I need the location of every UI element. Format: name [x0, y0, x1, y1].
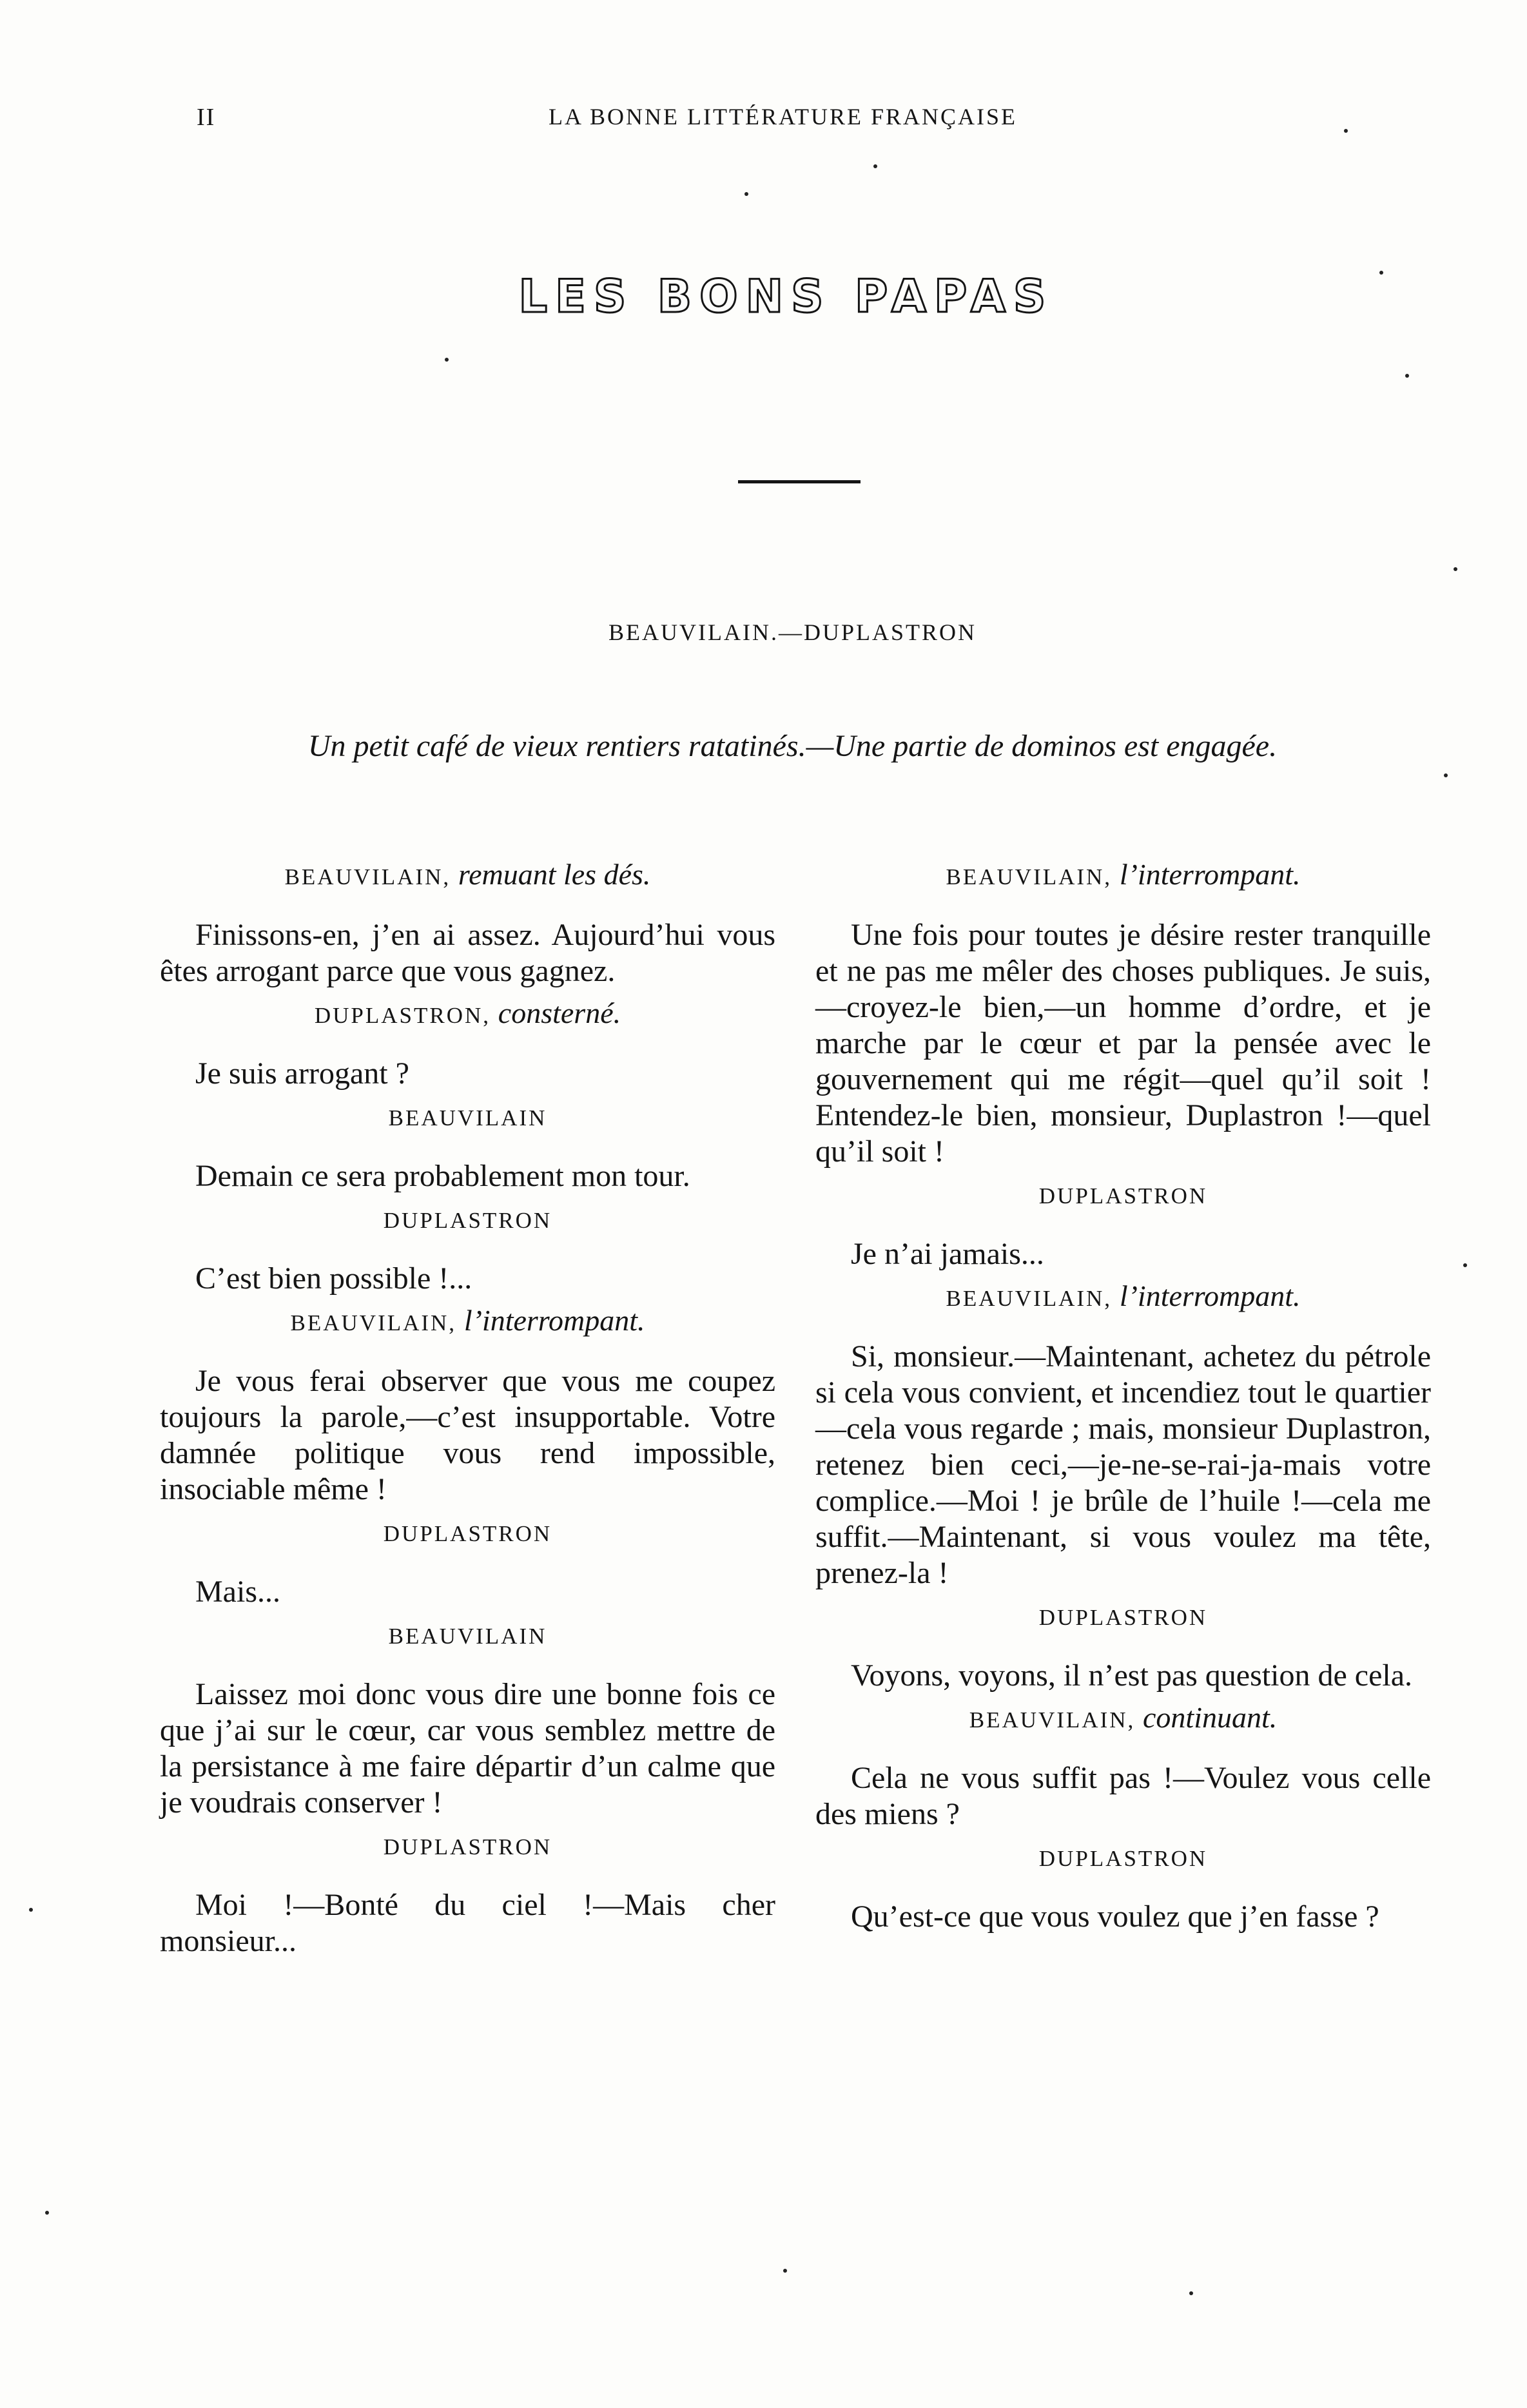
print-speck: [1189, 2291, 1193, 2295]
speaker-name: DUPLASTRON: [383, 1208, 552, 1233]
dialogue-block: [160, 1098, 775, 1194]
stage-direction: l’interrompant.: [1119, 1279, 1301, 1312]
stage-direction: l’interrompant.: [463, 1304, 645, 1337]
speaker-heading: [815, 1176, 1431, 1210]
dialogue-line: Je n’ai jamais...: [851, 1237, 1044, 1271]
speaker-heading: [815, 1279, 1431, 1313]
stage-setting: Un petit café de vieux rentiers ratatinés.—Une partie de dominos est engagée.: [307, 729, 1278, 763]
dialogue-line: Moi !—Bonté du ciel !—Mais cher monsieur...: [160, 1888, 775, 1958]
speaker-heading: [815, 1839, 1431, 1873]
stage-direction: remuant les dés.: [458, 858, 651, 891]
print-speck: [29, 1908, 33, 1912]
dialogue-line: Laissez moi donc vous dire une bonne fois ce que j’ai sur le cœur, car vous semblez mettre de la persistance à me faire départir d’un calme que je voudrais conserver !: [160, 1677, 775, 1820]
dialogue-line: Une fois pour toutes je désire rester tranquille et ne pas me mêler des choses publiques. Je suis,—croyez-le bien,—un homme d’ordre, et je marche par le cœur et par la pensée avec le gouvernement qui me régit—quel qu’il soit ! Entendez-le bien, monsieur, Duplastron !—quel qu’il soit !: [815, 918, 1431, 1169]
dialogue-line: Finissons-en, j’en ai assez. Aujourd’hui vous êtes arrogant parce que vous gagnez.: [160, 918, 775, 988]
dialogue-block: [160, 1303, 775, 1508]
speaker-name: BEAUVILAIN,: [969, 1707, 1136, 1733]
speaker-heading: [160, 1201, 775, 1235]
dialogue-block: [160, 1201, 775, 1297]
speaker-name: DUPLASTRON,: [314, 1003, 491, 1028]
speaker-name: BEAUVILAIN,: [290, 1310, 457, 1335]
speaker-heading: [160, 1303, 775, 1337]
dialogue-block: [815, 1176, 1431, 1272]
dialogue-line: Mais...: [195, 1575, 280, 1609]
running-header: LA BONNE LITTÉRATURE FRANÇAISE: [549, 104, 1017, 130]
dialogue-line: Si, monsieur.—Maintenant, achetez du pétrole si cela vous convient, et incendiez tout le quartier—cela vous regarde ; mais, monsieur Duplastron, retenez bien ceci,—je-ne-se-rai-ja-mais votre complice.—Moi ! je brûle de l’huile !—cela me suffit.—Maintenant, si vous voulez ma tête, prenez-la !: [815, 1339, 1431, 1590]
print-speck: [783, 2269, 787, 2273]
dialogue-block: [160, 996, 775, 1092]
print-speck: [45, 2211, 49, 2215]
title-rule: [738, 480, 861, 483]
speaker-heading: [815, 1700, 1431, 1734]
speaker-name: DUPLASTRON: [1038, 1846, 1208, 1871]
speaker-name: BEAUVILAIN,: [284, 864, 451, 889]
speaker-name: BEAUVILAIN,: [946, 1286, 1113, 1311]
speaker-heading: [815, 857, 1431, 891]
speaker-name: DUPLASTRON: [383, 1521, 552, 1546]
print-speck: [873, 164, 877, 168]
left-column: [160, 851, 775, 1959]
stage-direction: l’interrompant.: [1119, 858, 1301, 891]
speaker-name: BEAUVILAIN: [388, 1624, 547, 1649]
right-column: [815, 851, 1431, 1935]
dialogue-block: [160, 1617, 775, 1821]
speaker-heading: [815, 1598, 1431, 1632]
dialogue-block: [160, 1827, 775, 1959]
speaker-heading: [160, 1827, 775, 1861]
print-speck: [1454, 567, 1457, 571]
print-speck: [744, 192, 748, 196]
play-title: LES BONS PAPAS: [518, 270, 1054, 323]
speaker-heading: [160, 1514, 775, 1548]
speaker-heading: [160, 996, 775, 1030]
dialogue-block: [815, 857, 1431, 1170]
dialogue-line: Voyons, voyons, il n’est pas question de cela.: [851, 1658, 1413, 1693]
dialogue-block: [815, 1598, 1431, 1694]
dialogue-line: Je suis arrogant ?: [195, 1056, 409, 1091]
print-speck: [1444, 773, 1448, 777]
print-speck: [1463, 1263, 1467, 1267]
dialogue-line: Cela ne vous suffit pas !—Voulez vous celle des miens ?: [815, 1761, 1431, 1831]
print-speck: [1379, 271, 1383, 275]
speaker-name: BEAUVILAIN: [388, 1105, 547, 1131]
cast-list: BEAUVILAIN.—DUPLASTRON: [608, 619, 977, 645]
speaker-heading: [160, 857, 775, 891]
speaker-heading: [160, 1098, 775, 1132]
speaker-name: DUPLASTRON: [1038, 1605, 1208, 1630]
print-speck: [1405, 374, 1409, 378]
page-number: II: [197, 104, 216, 131]
print-speck: [1344, 129, 1348, 133]
print-speck: [445, 358, 449, 362]
stage-direction: continuant.: [1143, 1701, 1278, 1734]
dialogue-block: [160, 1514, 775, 1610]
dialogue-line: Je vous ferai observer que vous me coupez toujours la parole,—c’est insupportable. Votre damnée politique vous rend impossible, insociable même !: [160, 1364, 775, 1506]
speaker-heading: [160, 1617, 775, 1651]
speaker-name: DUPLASTRON: [1038, 1183, 1208, 1209]
dialogue-block: [815, 1839, 1431, 1935]
dialogue-block: [160, 857, 775, 989]
dialogue-block: [815, 1700, 1431, 1832]
dialogue-line: C’est bien possible !...: [195, 1261, 472, 1296]
speaker-name: BEAUVILAIN,: [946, 864, 1113, 889]
dialogue-block: [815, 1279, 1431, 1591]
stage-direction: consterné.: [498, 996, 621, 1029]
speaker-name: DUPLASTRON: [383, 1834, 552, 1859]
dialogue-line: Qu’est-ce que vous voulez que j’en fasse ?: [851, 1899, 1379, 1934]
dialogue-line: Demain ce sera probablement mon tour.: [195, 1159, 690, 1193]
